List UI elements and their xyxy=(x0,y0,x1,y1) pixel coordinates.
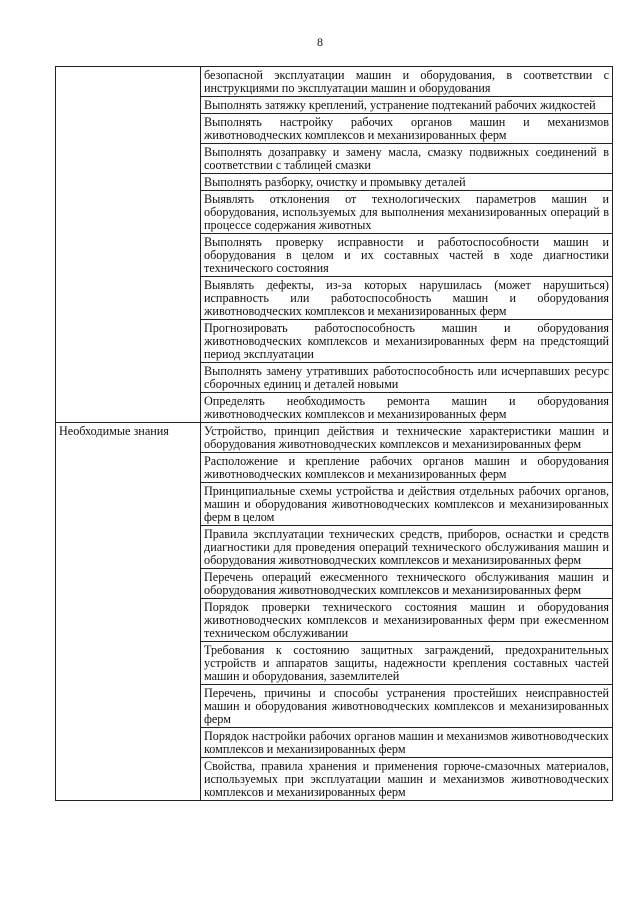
requirement-cell xyxy=(201,599,613,642)
requirement-text: безопасной эксплуатации машин и оборудования, в соответствии с инструкциями по эксплуатации машин и оборудования xyxy=(204,68,609,95)
section-label: Необходимые знания xyxy=(56,423,201,801)
requirement-text: Правила эксплуатации технических средств, приборов, оснастки и средств диагностики для проведения операций технического обслуживания машин и оборудования животноводческих комплексов и механизированных ферм xyxy=(204,527,609,567)
requirement-cell xyxy=(201,234,613,277)
requirement-text: Принципиальные схемы устройства и действия отдельных рабочих органов, машин и оборудования животноводческих комплексов и механизированных ферм в целом xyxy=(204,484,609,524)
requirement-text: Прогнозировать работоспособность машин и оборудования животноводческих комплексов и механизированных ферм на предстоящий период эксплуатации xyxy=(204,321,609,361)
requirement-text: Требования к состоянию защитных заграждений, предохранительных устройств и аппаратов защиты, надежности крепления составных частей машин и оборудования, заземлителей xyxy=(204,643,609,683)
requirement-text: Расположение и крепление рабочих органов машин и оборудования животноводческих комплексов и механизированных ферм xyxy=(204,454,609,481)
requirement-cell xyxy=(201,174,613,191)
requirements-table xyxy=(55,66,613,801)
requirement-cell xyxy=(201,114,613,144)
requirement-text: Выполнять затяжку креплений, устранение подтеканий рабочих жидкостей xyxy=(204,98,596,112)
requirement-text: Перечень, причины и способы устранения простейших неисправностей машин и оборудования животноводческих комплексов и механизированных ферм xyxy=(204,686,609,726)
requirement-text: Выявлять отклонения от технологических параметров машин и оборудования, используемых для выполнения механизированных операций в процессе содержания животных xyxy=(204,192,609,232)
requirement-cell xyxy=(201,642,613,685)
requirement-cell xyxy=(201,685,613,728)
requirement-cell xyxy=(201,453,613,483)
requirements-table-body xyxy=(56,67,613,801)
requirement-cell xyxy=(201,191,613,234)
requirement-cell xyxy=(201,393,613,423)
requirement-text: Определять необходимость ремонта машин и оборудования животноводческих комплексов и механизированных ферм xyxy=(204,394,609,421)
requirement-cell xyxy=(201,320,613,363)
requirement-cell xyxy=(201,728,613,758)
requirement-cell xyxy=(201,67,613,97)
requirement-cell xyxy=(201,97,613,114)
requirement-text: Выполнять замену утративших работоспособность или исчерпавших ресурс сборочных единиц и деталей новыми xyxy=(204,364,609,391)
requirement-cell xyxy=(201,526,613,569)
requirement-cell xyxy=(201,423,613,453)
requirement-text: Устройство, принцип действия и технические характеристики машин и оборудования животноводческих комплексов и механизированных ферм xyxy=(204,424,609,451)
requirement-text: Выполнять проверку исправности и работоспособности машин и оборудования в целом и их составных частей в ходе диагностики технического состояния xyxy=(204,235,609,275)
requirement-cell xyxy=(201,363,613,393)
requirement-cell xyxy=(201,758,613,801)
table-row xyxy=(56,423,613,453)
section-label xyxy=(56,67,201,423)
requirement-text: Свойства, правила хранения и применения горюче-смазочных материалов, используемых при эксплуатации машин и механизмов животноводческих комплексов и механизированных ферм xyxy=(204,759,609,799)
requirement-text: Выявлять дефекты, из-за которых нарушилась (может нарушиться) исправность или работоспособность машин и оборудования животноводческих комплексов и механизированных ферм xyxy=(204,278,609,318)
requirement-cell xyxy=(201,569,613,599)
requirement-cell xyxy=(201,277,613,320)
page-number: 8 xyxy=(317,35,323,49)
requirement-text: Выполнять дозаправку и замену масла, смазку подвижных соединений в соответствии с таблицей смазки xyxy=(204,145,609,172)
requirement-text: Выполнять настройку рабочих органов машин и механизмов животноводческих комплексов и механизированных ферм xyxy=(204,115,609,142)
requirement-text: Перечень операций ежесменного технического обслуживания машин и оборудования животноводческих комплексов и механизированных ферм xyxy=(204,570,609,597)
requirement-cell xyxy=(201,483,613,526)
requirement-cell xyxy=(201,144,613,174)
requirement-text: Выполнять разборку, очистку и промывку деталей xyxy=(204,175,466,189)
requirement-text: Порядок проверки технического состояния машин и оборудования животноводческих комплексов и механизированных ферм при ежесменном техническом обслуживании xyxy=(204,600,609,640)
table-row xyxy=(56,67,613,97)
requirement-text: Порядок настройки рабочих органов машин и механизмов животноводческих комплексов и механизированных ферм xyxy=(204,729,609,756)
